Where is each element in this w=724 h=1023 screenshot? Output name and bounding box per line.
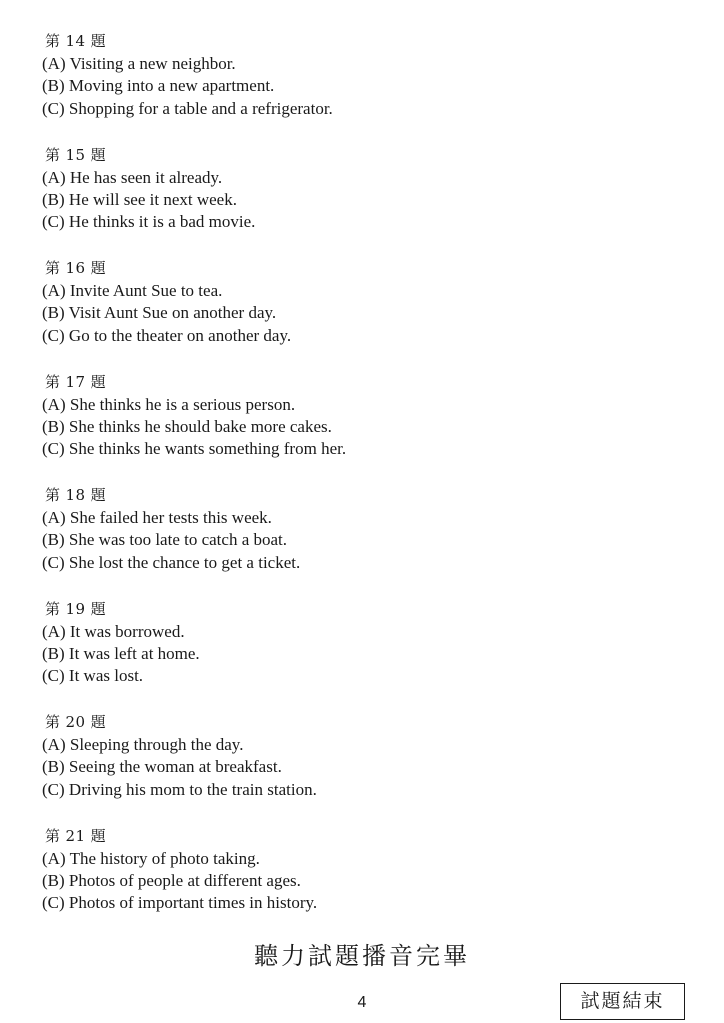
- question-suffix: 題: [90, 826, 107, 845]
- option-text: It was borrowed.: [69, 621, 185, 641]
- question-suffix: 題: [90, 372, 107, 391]
- option-b: [42, 870, 682, 892]
- question-heading: [42, 256, 682, 280]
- option-c: [42, 552, 682, 574]
- option-text: He will see it next week.: [68, 189, 237, 209]
- exam-end-box: 試題結束: [560, 983, 685, 1020]
- option-label: (A): [42, 735, 66, 754]
- question-suffix: 題: [90, 713, 107, 731]
- option-label: (B): [42, 416, 65, 436]
- option-c: [42, 325, 682, 347]
- option-text: She thinks he should bake more cakes.: [68, 416, 332, 436]
- option-label: (B): [42, 870, 65, 890]
- question-number: 19: [65, 599, 86, 618]
- option-text: Photos of important times in history.: [68, 893, 318, 913]
- option-c: [42, 779, 682, 801]
- option-c: [42, 665, 682, 687]
- question-prefix: 第: [45, 486, 61, 504]
- option-a: [42, 280, 682, 302]
- option-label: (A): [42, 621, 66, 641]
- option-label: (C): [42, 325, 65, 345]
- question-heading: [42, 370, 682, 394]
- option-text: Driving his mom to the train station.: [68, 779, 317, 799]
- option-label: (C): [42, 212, 65, 232]
- option-text: He has seen it already.: [69, 167, 223, 187]
- option-label: (A): [42, 54, 66, 73]
- option-b: [42, 302, 682, 324]
- option-text: She lost the chance to get a ticket.: [68, 552, 301, 572]
- option-text: She was too late to catch a boat.: [68, 530, 288, 550]
- option-label: (B): [42, 530, 65, 550]
- question-heading: [42, 143, 682, 167]
- option-b: [42, 189, 682, 211]
- option-label: (B): [42, 76, 65, 96]
- question-15: [42, 143, 682, 257]
- option-label: (A): [42, 281, 66, 300]
- option-text: The history of photo taking.: [69, 848, 260, 868]
- question-16: [42, 256, 682, 370]
- option-text: Invite Aunt Sue to tea.: [69, 281, 223, 300]
- option-label: (A): [42, 508, 66, 527]
- option-label: (B): [42, 643, 65, 663]
- question-prefix: 第: [45, 372, 61, 391]
- question-prefix: 第: [45, 826, 61, 845]
- option-label: (C): [42, 666, 65, 686]
- option-b: [42, 643, 682, 665]
- option-label: (C): [42, 552, 65, 572]
- question-prefix: 第: [45, 32, 61, 50]
- option-c: [42, 438, 682, 460]
- question-suffix: 題: [90, 599, 107, 618]
- question-suffix: 題: [90, 259, 107, 277]
- option-text: Photos of people at different ages.: [68, 870, 301, 890]
- option-text: Go to the theater on another day.: [68, 325, 292, 345]
- option-label: (B): [42, 757, 65, 777]
- question-number: 14: [65, 32, 86, 50]
- question-suffix: 題: [90, 145, 107, 164]
- option-label: (A): [42, 848, 66, 868]
- option-label: (B): [42, 303, 65, 323]
- option-text: She thinks he is a serious person.: [69, 394, 296, 414]
- option-text: It was left at home.: [68, 643, 200, 663]
- option-label: (A): [42, 394, 66, 414]
- question-suffix: 題: [90, 32, 107, 50]
- question-number: 20: [65, 713, 86, 731]
- option-a: [42, 394, 682, 416]
- question-number: 15: [65, 145, 86, 164]
- option-c: [42, 98, 682, 120]
- question-prefix: 第: [45, 145, 61, 164]
- option-text: Sleeping through the day.: [69, 735, 244, 754]
- question-number: 16: [65, 259, 86, 277]
- question-heading: [42, 597, 682, 621]
- question-prefix: 第: [45, 713, 61, 731]
- option-text: She failed her tests this week.: [69, 508, 272, 527]
- option-text: Seeing the woman at breakfast.: [68, 757, 282, 777]
- option-label: (C): [42, 779, 65, 799]
- option-b: [42, 529, 682, 551]
- question-14: [42, 29, 682, 143]
- option-text: He thinks it is a bad movie.: [68, 212, 256, 232]
- option-text: Visiting a new neighbor.: [69, 54, 236, 73]
- question-number: 18: [65, 486, 86, 504]
- listening-end-notice: 聽力試題播音完畢: [254, 942, 470, 970]
- option-a: [42, 167, 682, 189]
- option-text: Shopping for a table and a refrigerator.: [68, 98, 333, 118]
- option-b: [42, 416, 682, 438]
- question-20: [42, 710, 682, 824]
- option-label: (C): [42, 893, 65, 913]
- question-heading: [42, 483, 682, 507]
- question-18: [42, 483, 682, 597]
- option-c: [42, 211, 682, 233]
- option-a: [42, 621, 682, 643]
- question-heading: [42, 824, 682, 848]
- option-text: She thinks he wants something from her.: [68, 439, 347, 459]
- question-prefix: 第: [45, 599, 61, 618]
- question-number: 17: [65, 372, 86, 391]
- option-label: (A): [42, 167, 66, 187]
- question-suffix: 題: [90, 486, 107, 504]
- option-text: Moving into a new apartment.: [68, 76, 275, 96]
- question-prefix: 第: [45, 259, 61, 277]
- page-number: 4: [357, 994, 367, 1011]
- option-b: [42, 756, 682, 778]
- question-19: [42, 597, 682, 711]
- option-label: (C): [42, 98, 65, 118]
- question-heading: [42, 29, 682, 53]
- option-label: (C): [42, 439, 65, 459]
- question-21: [42, 824, 682, 938]
- option-a: [42, 848, 682, 870]
- option-a: [42, 507, 682, 529]
- question-list: [42, 29, 682, 937]
- option-text: It was lost.: [68, 666, 144, 686]
- option-label: (B): [42, 189, 65, 209]
- question-number: 21: [65, 826, 86, 845]
- option-b: [42, 75, 682, 97]
- option-a: [42, 734, 682, 756]
- question-heading: [42, 710, 682, 734]
- option-text: Visit Aunt Sue on another day.: [68, 303, 277, 323]
- option-c: [42, 892, 682, 914]
- question-17: [42, 370, 682, 484]
- option-a: [42, 53, 682, 75]
